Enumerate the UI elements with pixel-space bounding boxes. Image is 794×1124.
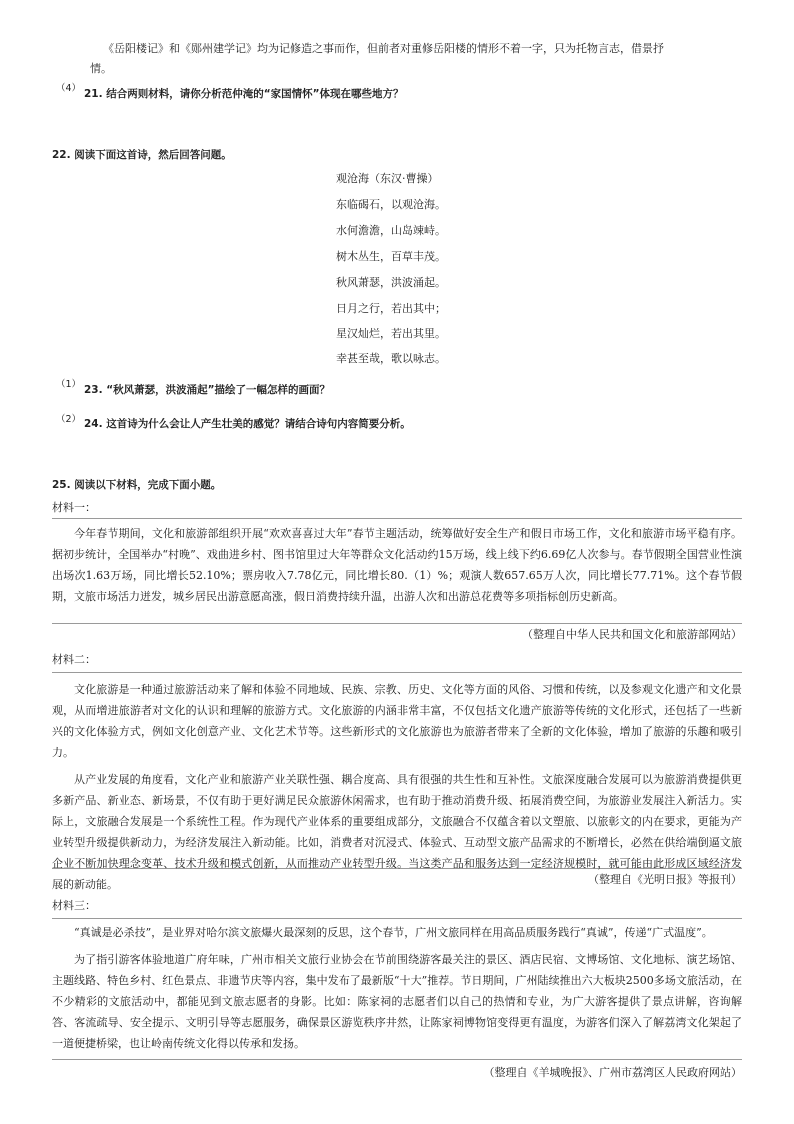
material-3-paragraph-2: 为了指引游客体验地道广府年味，广州市相关文旅行业协会在节前围绕游客最关注的景区、酒店民宿、文博场馆、文化地标、演艺场馆、主题线路、特色乡村、红色景点、非遗节庆等内容，集中发布了最新版“十大”推荐。节日期间，广州陆续推出六大板块2500多场文旅活动，在不少精彩的文旅活动中，都能见到文旅志愿者的身影。比如：陈家祠的志愿者们以自己的热情和专业，为广大游客提供了景点讲解，咨询解答、客流疏导、安全提示、文明引导等志愿服务，确保景区游览秩序井然，让陈家祠博物馆变得更有温度，为游客们深入了解荔湾文化架起了一道便捷桥梁，也让岭南传统文化得以传承和发扬。	[52, 953, 742, 1050]
intro-line-2: 情。	[90, 62, 112, 75]
poem-line: 树木丛生，百草丰茂。	[336, 250, 446, 263]
poem-line: 星汉灿烂，若出其里。	[336, 327, 446, 340]
question-24: 24. 这首诗为什么会让人产生壮美的感觉？请结合诗句内容简要分析。	[84, 418, 411, 430]
material-1-box	[52, 518, 742, 624]
intro-line-1: 《岳阳楼记》和《郧州建学记》均为记修造之事而作，但前者对重修岳阳楼的情形不着一字，只为托物言志，借景抒	[103, 42, 664, 55]
poem-line: 水何澹澹，山岛竦峙。	[336, 224, 446, 237]
question-25: 25. 阅读以下材料，完成下面小题。	[52, 479, 222, 491]
question-21: 21. 结合两则材料，请你分析范仲淹的“家国情怀”体现在哪些地方？	[84, 88, 404, 100]
material-3-box	[52, 918, 742, 1060]
poem-line: 日月之行，若出其中；	[336, 302, 446, 315]
q24-subnumber: （2）	[56, 414, 82, 425]
poem-line: 幸甚至哉，歌以咏志。	[336, 352, 446, 365]
material-3-paragraph-1: “真诚是必杀技”，是业界对哈尔滨文旅爆火最深刻的反思，这个春节，广州文旅同样在用高品质服务践行“真诚”，传递“广式温度”。	[74, 926, 713, 939]
poem-line: 秋风萧瑟，洪波涌起。	[336, 276, 446, 289]
material-3-source: （整理自《羊城晚报》、广州市荔湾区人民政府网站）	[483, 1066, 742, 1079]
material-1-label: 材料一：	[52, 501, 96, 514]
question-22: 22. 阅读下面这首诗，然后回答问题。	[52, 149, 232, 161]
material-2-paragraph-2: 从产业发展的角度看，文化产业和旅游产业关联性强、耦合度高、具有很强的共生性和互补性。文旅深度融合发展可以为旅游消费提供更多新产品、新业态、新场景，不仅有助于更好满足民众旅游休闲需求，也有助于推动消费升级、拓展消费空间，为旅游业发展注入新活力。实际上，文旅融合发展是一个系统性工程。作为现代产业体系的重要组成部分，文旅融合不仅蕴含着以文塑旅、以旅彰文的内在要求，更能为产业转型升级提供新动力，为经济发展注入新动能。比如，消费者对沉浸式、体验式、互动型文旅产品需求的不断增长，必然在供给端倒逼文旅企业不断加快理念变革、技术升级和模式创新，从而推动产业转型升级。当这类产品和服务达到一定经济规模时，就可能由此形成区域经济发展的新动能。	[52, 773, 742, 891]
material-3-label: 材料三：	[52, 899, 96, 912]
material-2-label: 材料二：	[52, 653, 96, 666]
q21-subnumber: （4）	[56, 83, 82, 94]
poem-line: 东临碣石，以观沧海。	[336, 198, 446, 211]
material-1-paragraph: 今年春节期间，文化和旅游部组织开展“欢欢喜喜过大年”春节主题活动，统筹做好安全生产和假日市场工作，文化和旅游市场平稳有序。据初步统计，全国举办“村晚”、戏曲进乡村、图书馆里过大年等群众文化活动约15万场，线上线下约6.69亿人次参与。春节假期全国营业性演出场次1.63万场，同比增长52.10%；票房收入7.78亿元，同比增长80.（1）%；观演人数657.65万人次，同比增长77.71%。这个春节假期，文旅市场活力迸发，城乡居民出游意愿高涨，假日消费持续升温，出游人次和出游总花费等多项指标创历史新高。	[52, 527, 742, 603]
poem-title: 观沧海（东汉·曹操）	[336, 172, 439, 185]
question-23: 23. “秋风萧瑟，洪波涌起”描绘了一幅怎样的画面？	[84, 384, 331, 396]
material-2-source: （整理自《光明日报》等报刊）	[588, 873, 742, 886]
material-2-paragraph-1: 文化旅游是一种通过旅游活动来了解和体验不同地域、民族、宗教、历史、文化等方面的风俗、习惯和传统，以及参观文化遗产和文化景观，从而增进旅游者对文化的认识和理解的旅游方式。文化旅游的内涵非常丰富，不仅包括文化遗产旅游等传统的文化形式，还包括了一些新兴的文化体验方式，例如文化创意产业、文化艺术节等。这些新形式的文化旅游也为旅游者带来了全新的文化体验，增加了旅游的乐趣和吸引力。	[52, 683, 742, 759]
material-1-source: （整理自中华人民共和国文化和旅游部网站）	[522, 628, 742, 641]
q23-subnumber: （1）	[56, 379, 82, 390]
